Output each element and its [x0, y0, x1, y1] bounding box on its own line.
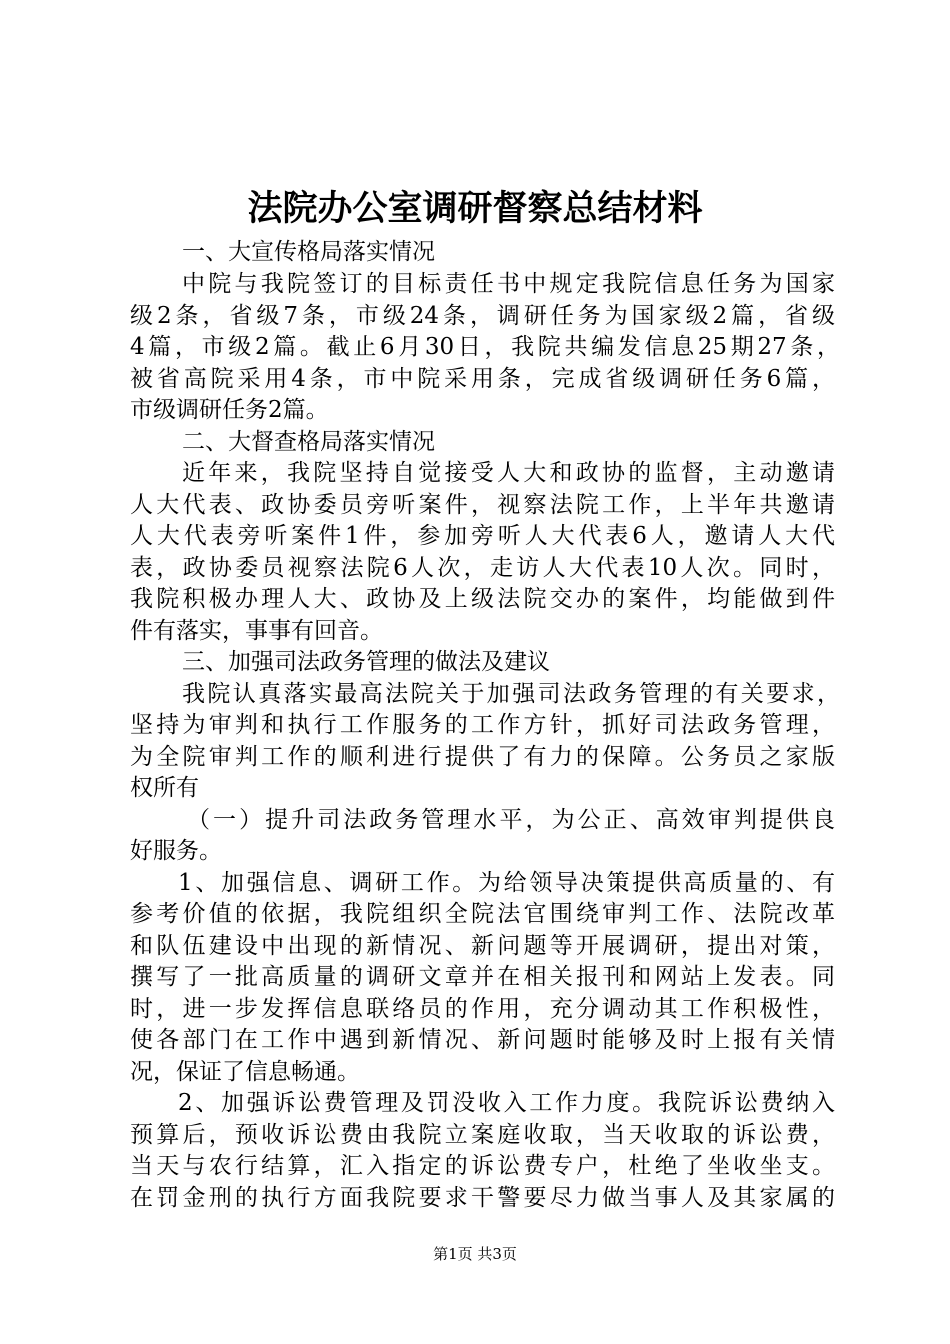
paragraph-line: 好服务。	[130, 838, 222, 864]
heading-section-2: 二、大督查格局落实情况	[182, 429, 435, 455]
paragraph-line: 为全院审判工作的顺利进行提供了有力的保障。公务员之家版	[130, 744, 835, 770]
paragraph-line: 级2条，省级7条，市级24条，调研任务为国家级2篇，省级	[130, 303, 835, 329]
subheading-1: （一）提升司法政务管理水平，为公正、高效审判提供良	[187, 807, 835, 833]
paragraph-line: 中院与我院签订的目标责任书中规定我院信息任务为国家	[182, 271, 835, 297]
paragraph-line: 参考价值的依据，我院组织全院法官围绕审判工作、法院改革	[130, 901, 835, 927]
paragraph-line: 表，政协委员视察法院6人次，走访人大代表10人次。同时，	[130, 555, 835, 581]
paragraph-line: 市级调研任务2篇。	[130, 397, 329, 423]
paragraph-line: 坚持为审判和执行工作服务的工作方针，抓好司法政务管理，	[130, 712, 835, 738]
document-title: 法院办公室调研督察总结材料	[247, 188, 703, 229]
page-footer: 第1页 共3页	[433, 1245, 517, 1263]
paragraph-line: 1、加强信息、调研工作。为给领导决策提供高质量的、有	[178, 870, 835, 896]
paragraph-line: 撰写了一批高质量的调研文章并在相关报刊和网站上发表。同	[130, 964, 835, 990]
paragraph-line: 使各部门在工作中遇到新情况、新问题时能够及时上报有关情	[130, 1027, 835, 1053]
paragraph-line: 4篇，市级2篇。截止6月30日，我院共编发信息25期27条，	[130, 334, 840, 360]
paragraph-line: 人大代表、政协委员旁听案件，视察法院工作，上半年共邀请	[130, 492, 835, 518]
paragraph-line: 况，保证了信息畅通。	[130, 1059, 360, 1085]
paragraph-line: 时，进一步发挥信息联络员的作用，充分调动其工作积极性，	[130, 996, 835, 1022]
paragraph-line: 人大代表旁听案件1件，参加旁听人大代表6人，邀请人大代	[130, 523, 835, 549]
paragraph-line: 我院认真落实最高法院关于加强司法政务管理的有关要求，	[182, 681, 840, 707]
paragraph-line: 权所有	[130, 775, 199, 801]
paragraph-line: 和队伍建设中出现的新情况、新问题等开展调研，提出对策，	[130, 933, 835, 959]
paragraph-line: 2、加强诉讼费管理及罚没收入工作力度。我院诉讼费纳入	[178, 1090, 835, 1116]
heading-section-1: 一、大宣传格局落实情况	[182, 239, 435, 265]
paragraph-line: 在罚金刑的执行方面我院要求干警要尽力做当事人及其家属的	[130, 1185, 835, 1211]
paragraph-line: 件有落实，事事有回音。	[130, 618, 383, 644]
heading-section-3: 三、加强司法政务管理的做法及建议	[182, 649, 550, 675]
paragraph-line: 当天与农行结算，汇入指定的诉讼费专户，杜绝了坐收坐支。	[130, 1153, 835, 1179]
paragraph-line: 被省高院采用4条，市中院采用条，完成省级调研任务6篇，	[130, 366, 835, 392]
paragraph-line: 预算后，预收诉讼费由我院立案庭收取，当天收取的诉讼费，	[130, 1122, 835, 1148]
paragraph-line: 我院积极办理人大、政协及上级法院交办的案件，均能做到件	[130, 586, 835, 612]
paragraph-line: 近年来，我院坚持自觉接受人大和政协的监督，主动邀请	[182, 460, 835, 486]
